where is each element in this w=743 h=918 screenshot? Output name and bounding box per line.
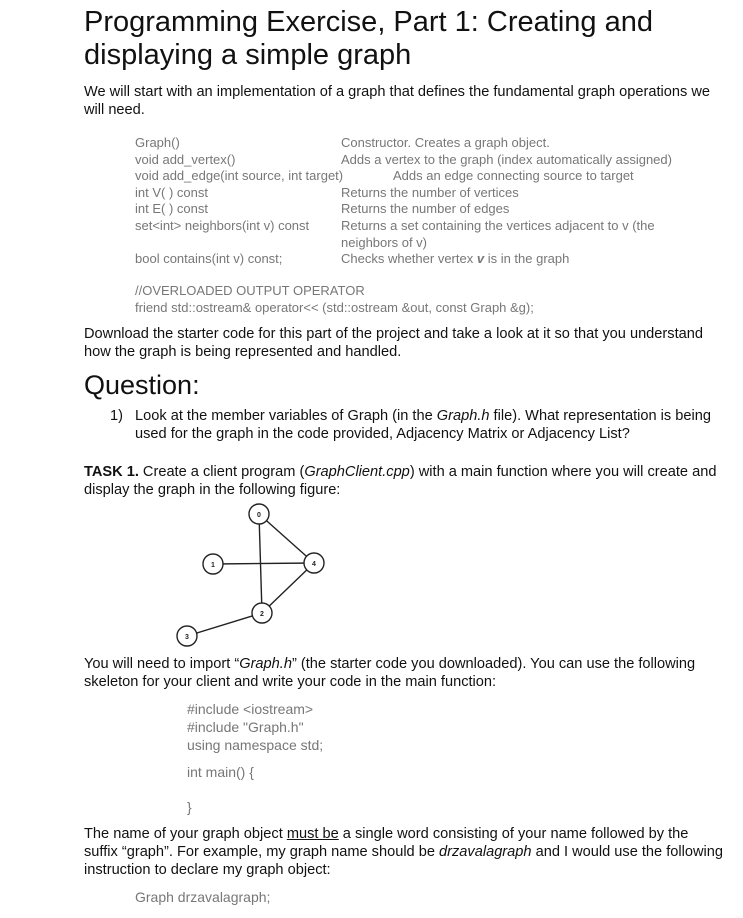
download-paragraph: Download the starter code for this part of the project and take a look at it so that you understand how the graph is being represented and handled. [84, 326, 703, 360]
code-line: } [187, 799, 192, 815]
page-title: Programming Exercise, Part 1: Creating and displaying a simple graph [84, 6, 653, 71]
overload-signature: friend std::ostream& operator<< (std::ostream &out, const Graph &g); [135, 300, 534, 315]
question-heading: Question: [84, 370, 200, 400]
question-number: 1) [110, 408, 123, 424]
task-paragraph: TASK 1. Create a client program (GraphClient.cpp) with a main function where you will create and display the graph in the following figure: [84, 464, 717, 498]
intro-paragraph: We will start with an implementation of a graph that defines the fundamental graph operations we will need. [84, 84, 710, 118]
graph-edge [187, 613, 262, 636]
naming-paragraph: The name of your graph object must be a single word consisting of your name followed by the suffix “graph”. For example, my graph name should be drzavalagraph and I would use the following instruction to declare my graph object: [84, 826, 723, 878]
graph-node-label: 3 [185, 634, 189, 641]
api-description: Checks whether vertex v is in the graph [341, 251, 570, 266]
api-description: Returns the number of vertices [341, 184, 519, 200]
api-signature: int V( ) const [135, 184, 208, 200]
api-description: Returns a set containing the vertices adjacent to v (the neighbors of v) [341, 218, 655, 250]
api-signature: Graph() [135, 135, 180, 150]
graph-edge [213, 563, 314, 564]
api-description: Adds a vertex to the graph (index automatically assigned) [341, 151, 672, 167]
api-signature: void add_edge(int source, int target) [135, 168, 344, 184]
api-signature: void add_vertex() [135, 151, 236, 167]
code-line: using namespace std; [187, 737, 324, 753]
code-line: #include "Graph.h" [187, 719, 304, 735]
graph-edge [262, 563, 314, 613]
graph-edge [259, 514, 314, 563]
code-line: int main() { [187, 764, 254, 780]
api-signature: int E( ) const [135, 201, 208, 217]
graph-node-label: 4 [312, 561, 316, 568]
api-description: Adds an edge connecting source to target [393, 168, 634, 184]
api-description: Constructor. Creates a graph object. [341, 135, 550, 150]
graph-figure [170, 496, 340, 652]
graph-node-label: 1 [211, 562, 215, 569]
import-paragraph: You will need to import “Graph.h” (the starter code you downloaded). You can use the following skeleton for your client and write your code in the main function: [84, 656, 696, 690]
api-signature: bool contains(int v) const; [135, 251, 283, 266]
declaration-code: Graph drzavalagraph; [135, 889, 271, 905]
api-description: Returns the number of edges [341, 201, 510, 217]
overload-comment: //OVERLOADED OUTPUT OPERATOR [135, 283, 365, 298]
question-text: Look at the member variables of Graph (in the Graph.h file). What representation is being used for the graph in the code provided, Adjacency Matrix or Adjacency List? [135, 408, 711, 442]
api-signature: set<int> neighbors(int v) const [135, 218, 310, 233]
graph-node-label: 0 [257, 512, 261, 519]
graph-node-label: 2 [260, 611, 264, 618]
code-line: #include <iostream> [187, 701, 314, 717]
